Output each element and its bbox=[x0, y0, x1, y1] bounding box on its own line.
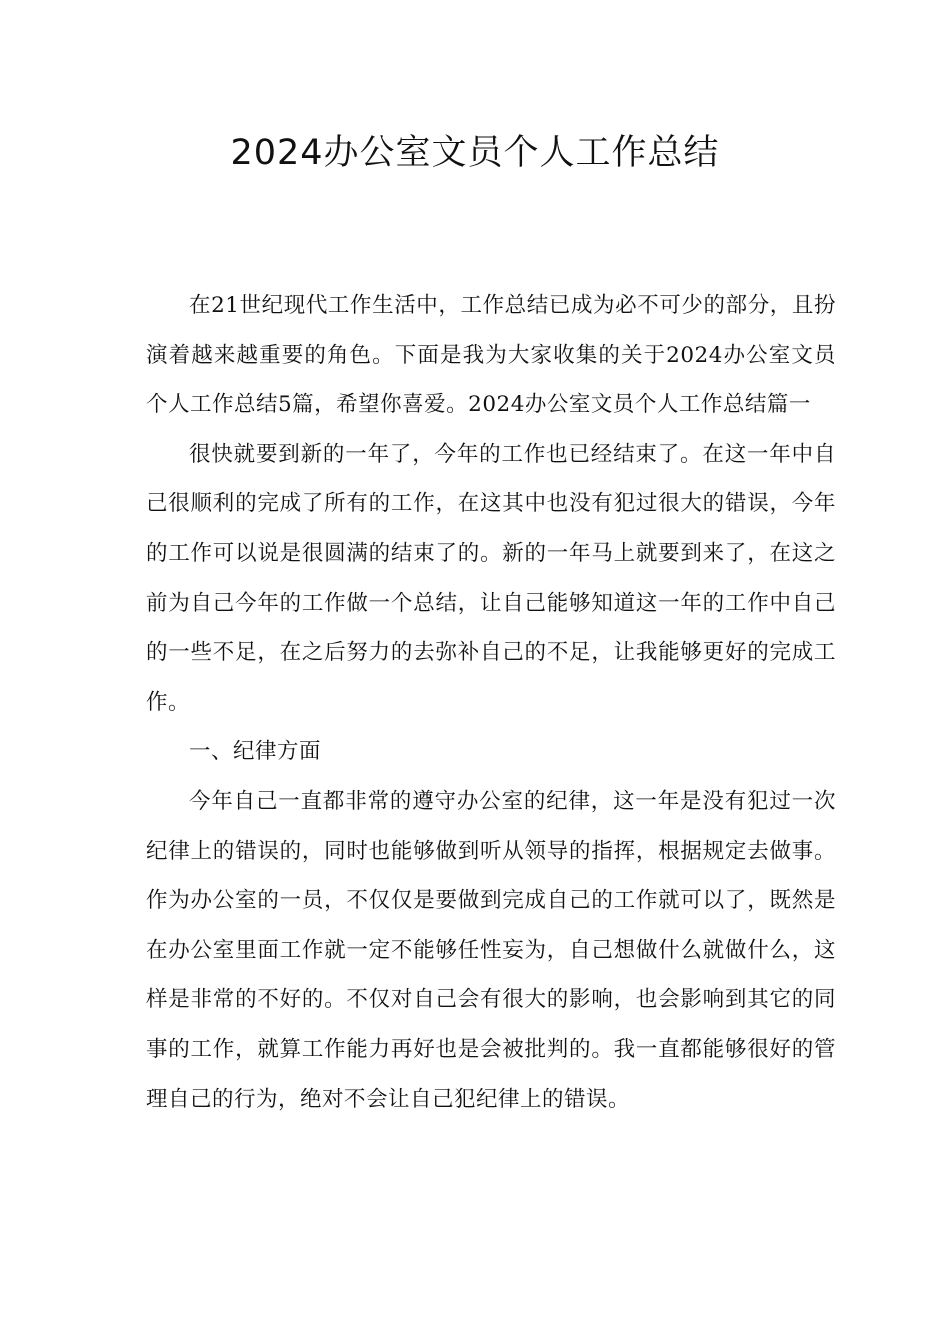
document-title: 2024办公室文员个人工作总结 bbox=[230, 133, 720, 173]
paragraph-overview: 很快就要到新的一年了，今年的工作也已经结束了。在这一年中自己很顺利的完成了所有的工作，在这其中也没有犯过很大的错误，今年的工作可以说是很圆满的结束了的。新的一年马上就要到来了，在这之前为自己今年的工作做一个总结，让自己能够知道这一年的工作中自己的一些不足，在之后努力的去弥补自己的不足，让我能够更好的完成工作。 bbox=[146, 441, 836, 715]
paragraph-intro: 在21世纪现代工作生活中，工作总结已成为必不可少的部分，且扮演着越来越重要的角色。下面是我为大家收集的关于2024办公室文员个人工作总结5篇，希望你喜爱。2024办公室文员个人工作总结篇一 bbox=[146, 293, 836, 418]
section-heading-discipline: 一、纪律方面 bbox=[189, 739, 322, 765]
document-body bbox=[146, 281, 836, 1124]
paragraph-discipline: 今年自己一直都非常的遵守办公室的纪律，这一年是没有犯过一次纪律上的错误的，同时也能够做到听从领导的指挥，根据规定去做事。作为办公室的一员，不仅仅是要做到完成自己的工作就可以了，既然是在办公室里面工作就一定不能够任性妄为，自己想做什么就做什么，这样是非常的不好的。不仅对自己会有很大的影响，也会影响到其它的同事的工作，就算工作能力再好也是会被批判的。我一直都能够很好的管理自己的行为，绝对不会让自己犯纪律上的错误。 bbox=[146, 788, 836, 1112]
